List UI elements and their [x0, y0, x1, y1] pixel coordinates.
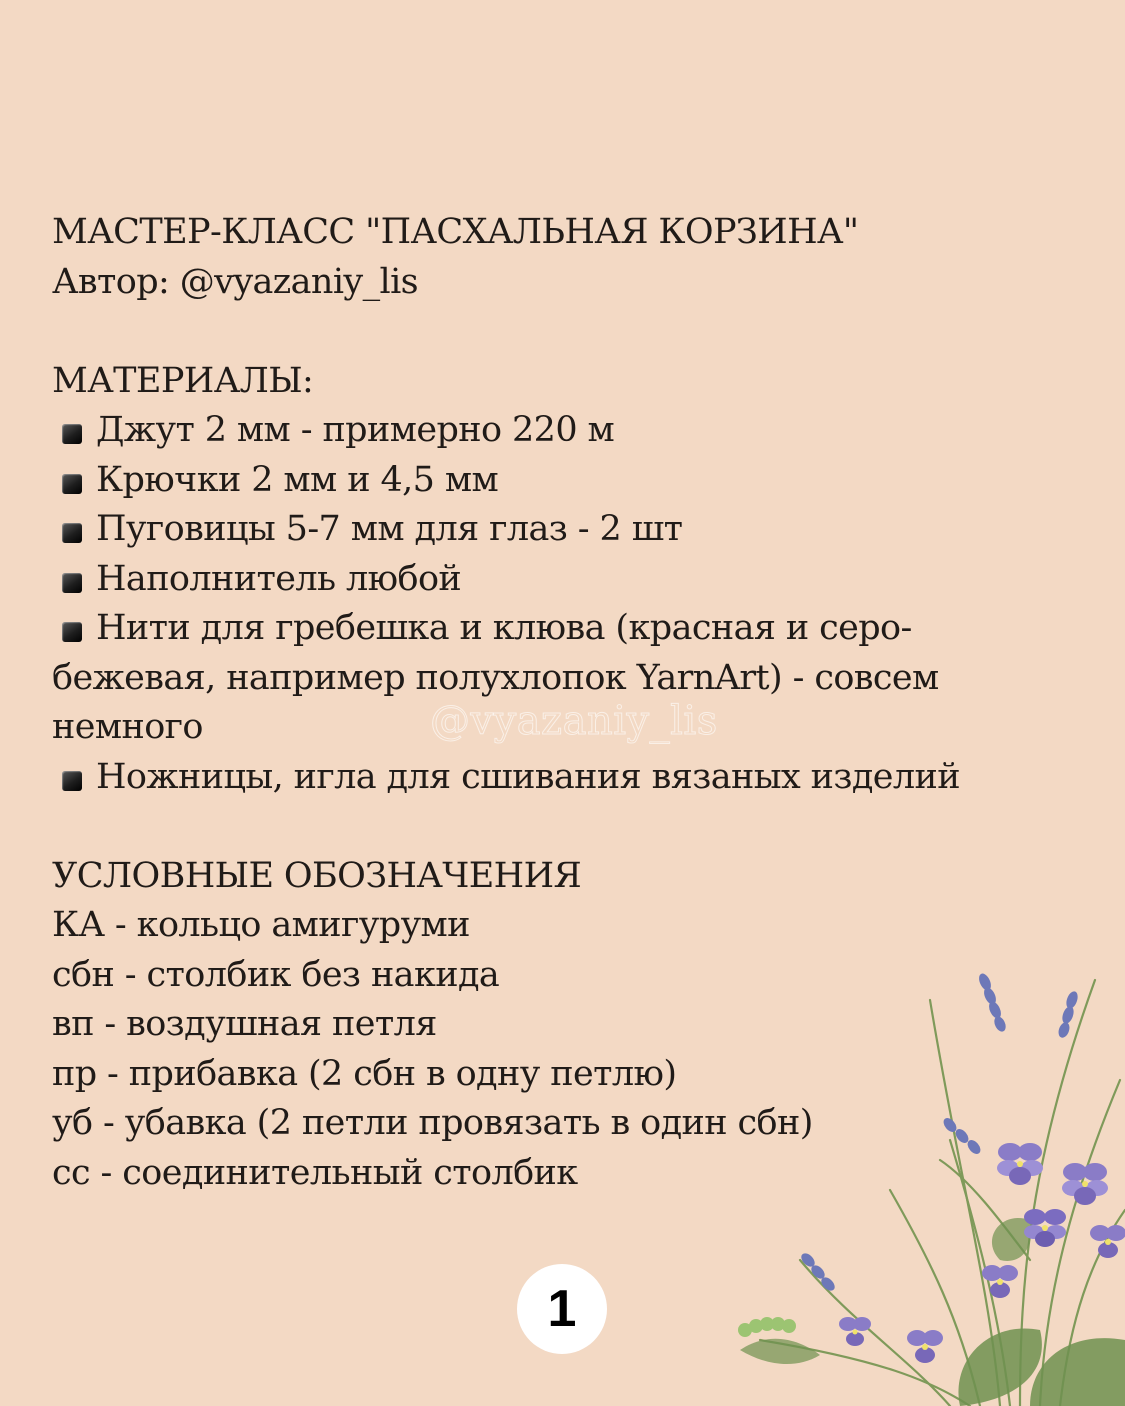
square-bullet-icon [62, 523, 82, 543]
square-bullet-icon [62, 573, 82, 593]
page-title: МАСТЕР-КЛАСС "ПАСХАЛЬНАЯ КОРЗИНА" [52, 212, 859, 252]
lavender-spikes [799, 972, 1080, 1293]
materials-item [52, 753, 1092, 803]
materials-item-text: Нити для гребешка и клюва (красная и серо- [96, 608, 912, 648]
square-bullet-icon [62, 771, 82, 791]
materials-item [52, 555, 1092, 605]
legend-heading: УСЛОВНЫЕ ОБОЗНАЧЕНИЯ [52, 855, 582, 896]
materials-item-text: Пуговицы 5-7 мм для глаз - 2 шт [96, 509, 683, 549]
author-line: Автор: @vyazaniy_lis [52, 261, 419, 302]
materials-item [52, 505, 1092, 555]
square-bullet-icon [62, 424, 82, 444]
materials-item-text: Ножницы, игла для сшивания вязаных изделий [96, 756, 961, 797]
materials-item [52, 456, 1092, 506]
materials-item [52, 406, 1092, 456]
legend-item: сс - соединительный столбик [52, 1152, 578, 1193]
page-number-badge: 1 [517, 1264, 607, 1354]
watermark: @vyazaniy_lis [430, 698, 718, 744]
legend-item: уб - убавка (2 петли провязать в один сбн) [52, 1103, 813, 1143]
square-bullet-icon [62, 622, 82, 642]
materials-item-text: Наполнитель любой [96, 558, 462, 599]
materials-item-text: Джут 2 мм - примерно 220 м [96, 410, 615, 450]
legend-item: КА - кольцо амигуруми [52, 905, 470, 945]
materials-item-text: Крючки 2 мм и 4,5 мм [96, 459, 499, 500]
legend-item: сбн - столбик без накида [52, 954, 500, 995]
wildflower-illustration [700, 960, 1125, 1406]
square-bullet-icon [62, 474, 82, 494]
caterpillar [738, 1317, 796, 1337]
materials-item-continuation: немного [52, 707, 203, 747]
materials-heading: МАТЕРИАЛЫ: [52, 360, 314, 401]
leaves [740, 1218, 1125, 1406]
legend-item: пр - прибавка (2 сбн в одну петлю) [52, 1053, 677, 1094]
materials-item-continuation: бежевая, например полухлопок YarnArt) - совсем [52, 657, 939, 698]
spacer [52, 307, 1092, 357]
legend-item: вп - воздушная петля [52, 1004, 437, 1044]
spacer [52, 802, 1092, 852]
